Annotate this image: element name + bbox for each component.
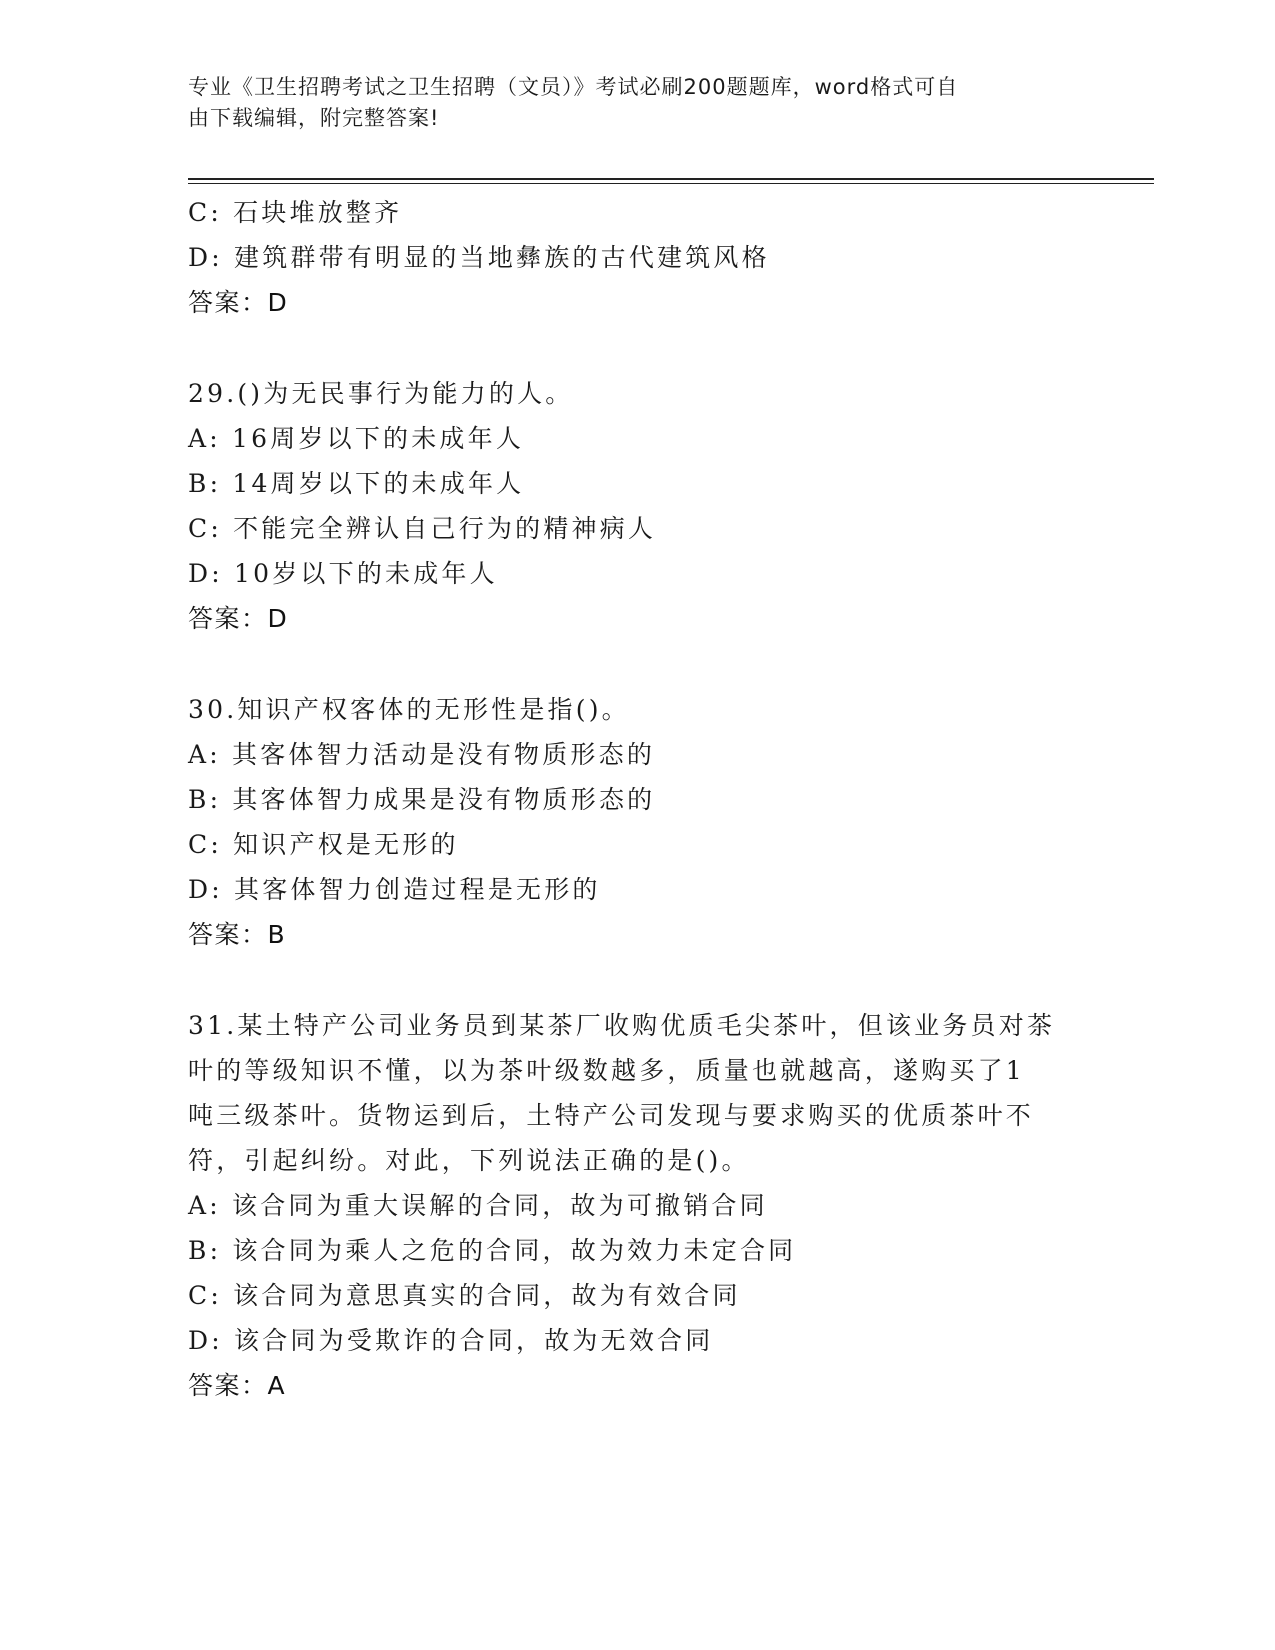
answer-line: 答案：A [188,1371,287,1400]
header-line-1: 专业《卫生招聘考试之卫生招聘（文员）》考试必刷200题题库，word格式可自 [188,75,959,99]
spacer [188,642,1088,687]
option-a: A: 该合同为重大误解的合同，故为可撤销合同 [188,1191,768,1220]
option-d: D: 建筑群带有明显的当地彝族的古代建筑风格 [188,243,770,272]
option-b: B: 其客体智力成果是没有物质形态的 [188,785,656,814]
option-d: D: 其客体智力创造过程是无形的 [188,875,601,904]
option-c: C: 石块堆放整齐 [188,198,403,227]
option-d: D: 该合同为受欺诈的合同，故为无效合同 [188,1326,714,1355]
option-c: C: 知识产权是无形的 [188,830,459,859]
question-stem-line: 吨三级茶叶。货物运到后，土特产公司发现与要求购买的优质茶叶不 [188,1101,1035,1130]
option-b: B: 该合同为乘人之危的合同，故为效力未定合同 [188,1236,797,1265]
option-c: C: 不能完全辨认自己行为的精神病人 [188,514,657,543]
spacer [188,958,1088,1003]
option-b: B: 14周岁以下的未成年人 [188,469,525,498]
question-content [188,190,1088,1409]
header-divider-bottom [188,183,1154,184]
question-stem-line: 符，引起纠纷。对此，下列说法正确的是()。 [188,1146,750,1175]
question-29 [188,371,1088,642]
option-a: A: 16周岁以下的未成年人 [188,424,525,453]
question-30 [188,687,1088,958]
document-header [188,72,1088,134]
option-a: A: 其客体智力活动是没有物质形态的 [188,740,656,769]
answer-line: 答案：D [188,288,289,317]
answer-line: 答案：D [188,604,289,633]
header-divider-top [188,178,1154,180]
option-c: C: 该合同为意思真实的合同，故为有效合同 [188,1281,741,1310]
header-line-2: 由下载编辑，附完整答案! [188,106,440,130]
question-stem: 30.知识产权客体的无形性是指()。 [188,695,630,724]
answer-line: 答案：B [188,920,287,949]
option-d: D: 10岁以下的未成年人 [188,559,498,588]
spacer [188,326,1088,371]
question-31 [188,1003,1088,1409]
continued-question [188,190,1088,326]
question-stem: 29.()为无民事行为能力的人。 [188,379,574,408]
question-stem-line: 31.某土特产公司业务员到某茶厂收购优质毛尖茶叶，但该业务员对茶 [188,1011,1056,1040]
question-stem-line: 叶的等级知识不懂，以为茶叶级数越多，质量也就越高，遂购买了1 [188,1056,1025,1085]
